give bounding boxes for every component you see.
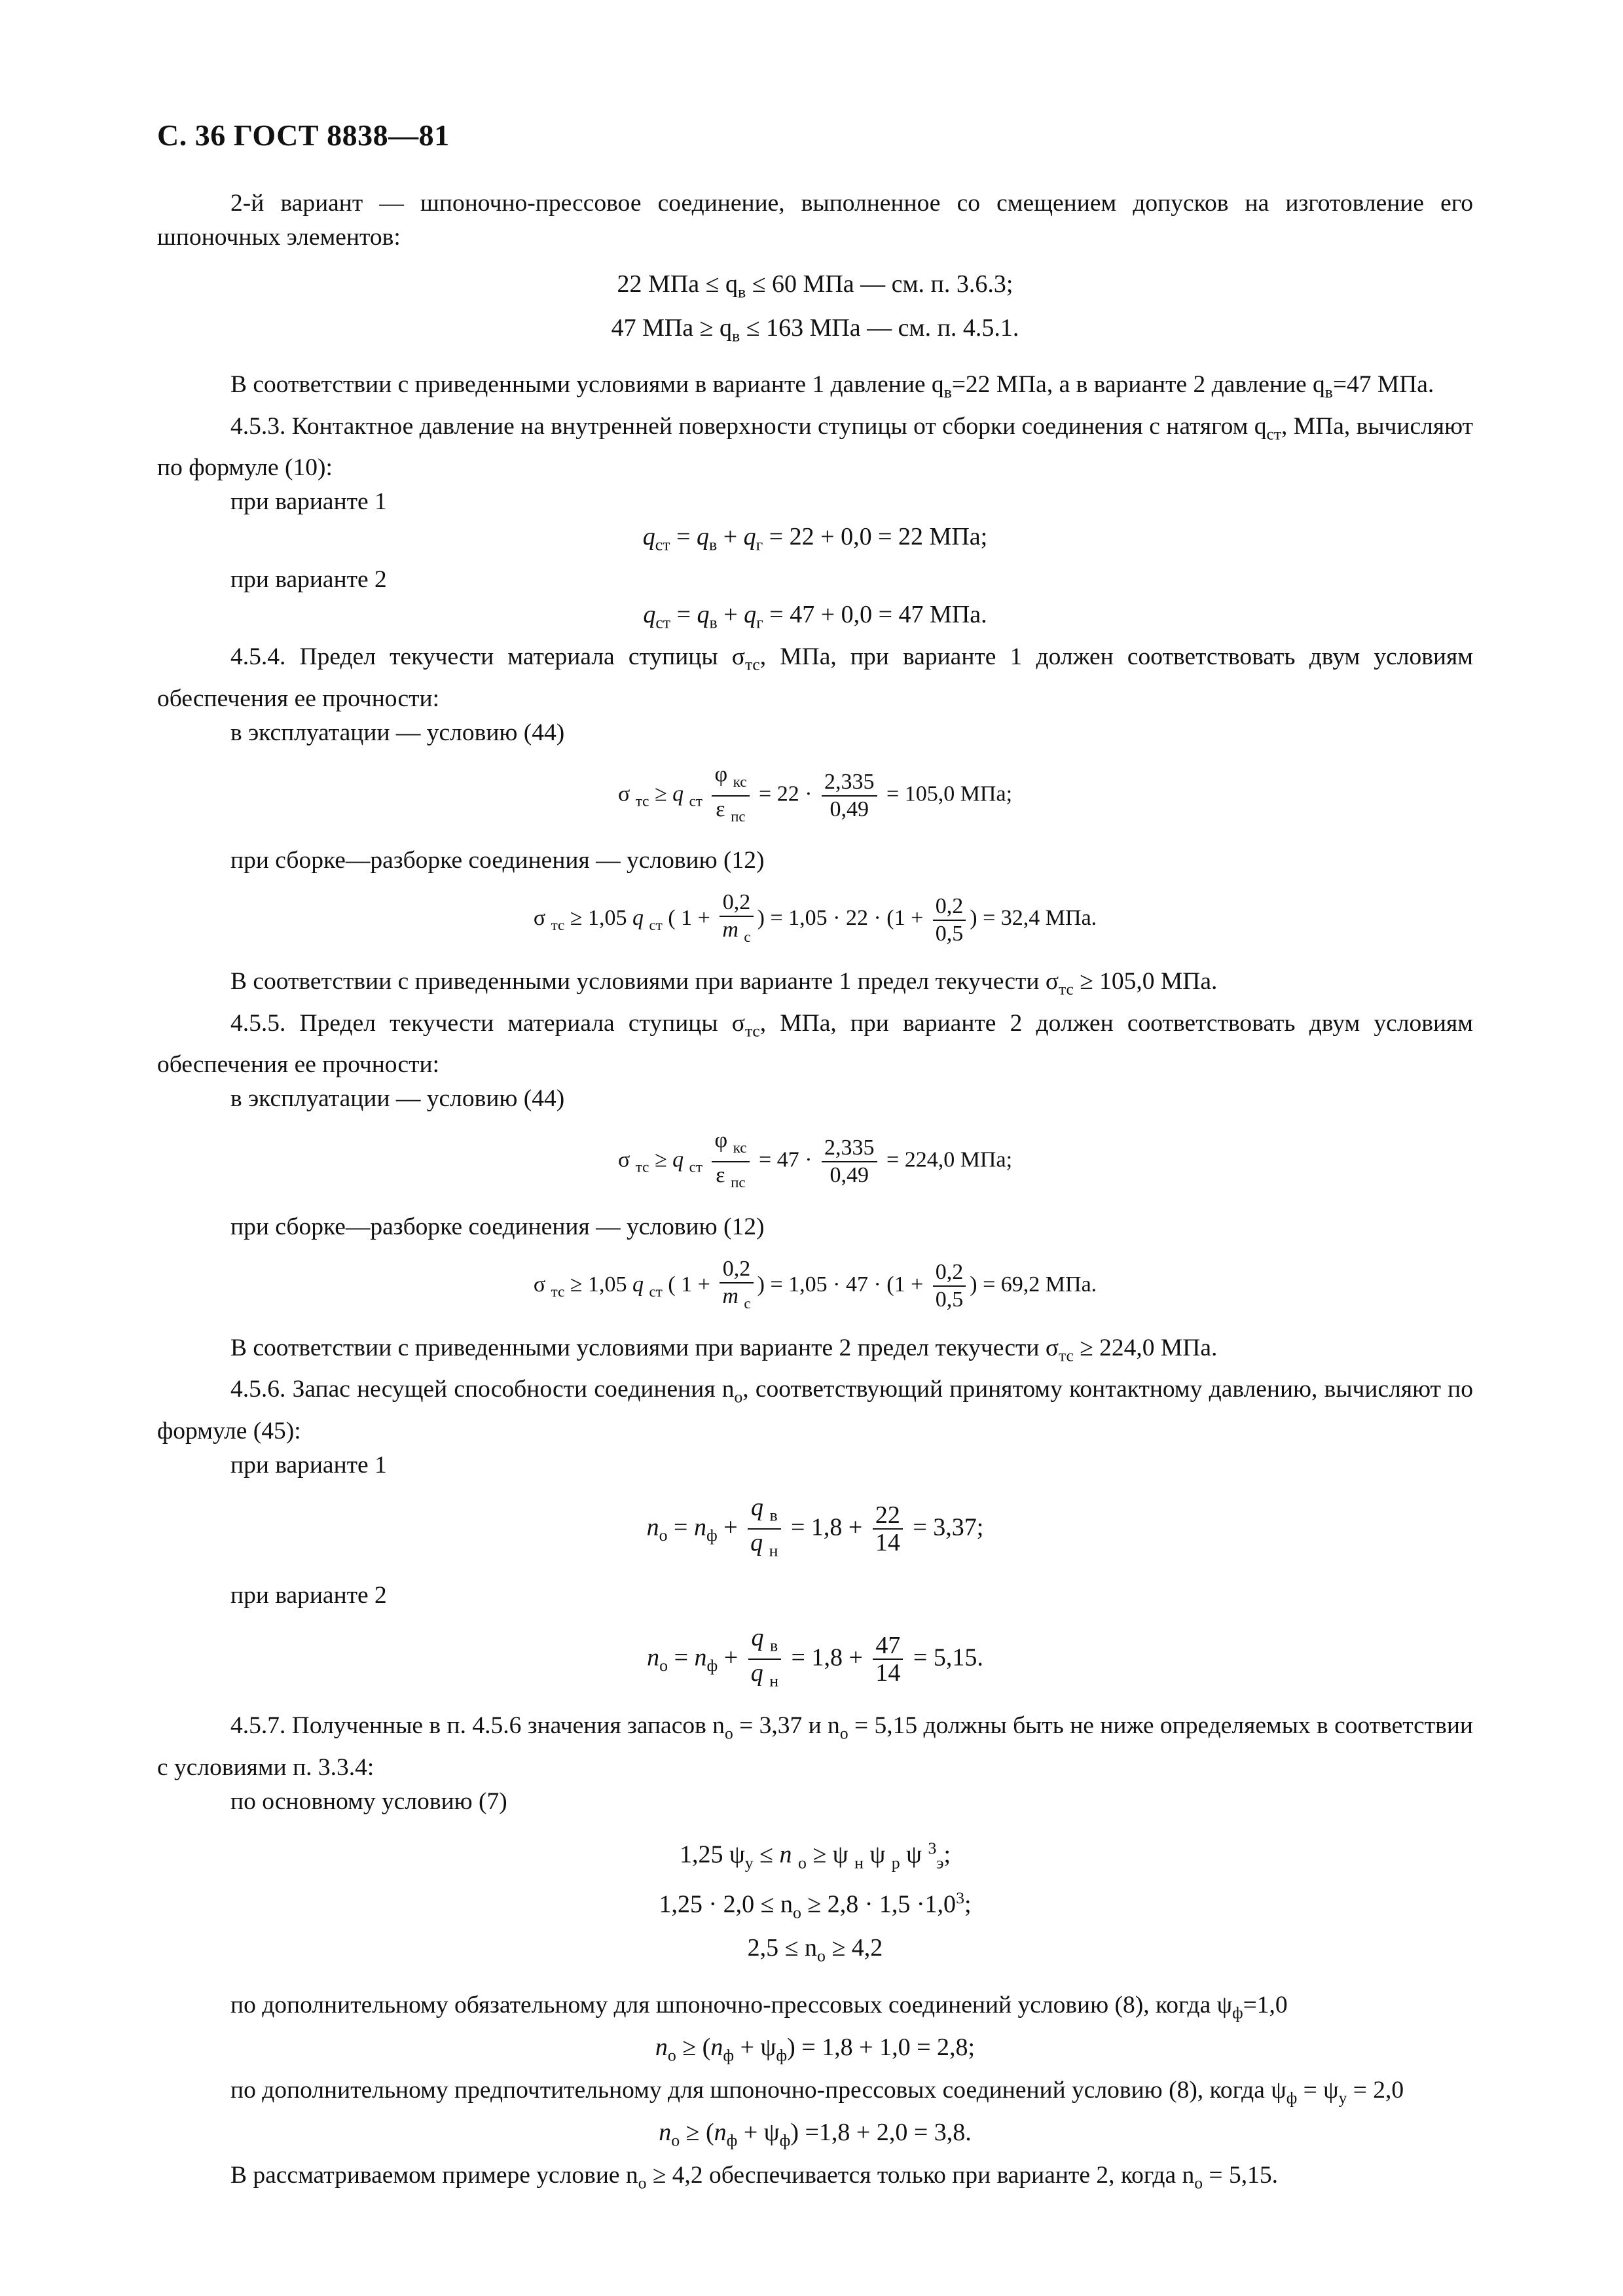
equation-n-variant-2-wrap <box>157 1624 1473 1695</box>
label-exploitation-1: в эксплуатации — условию (44) <box>230 719 565 746</box>
paragraph-additional-preferred: по дополнительному предпочтительному для шпоночно-прессовых соединений условию (8), когда $\psi_ф = \psi_у = 2,0$ <box>157 2073 1473 2115</box>
equation-additional-preferred: $n_о \ge (n_ф + \psi_ф) =1,8 + 2,0 = 3,8$. <box>659 2119 972 2150</box>
paragraph-4-5-6: 4.5.6. Запас несущей способности соединения $n_о$, соответствующий принятому контактному давлению, вычисляют по формуле (45): <box>157 1376 1473 1444</box>
page-header: С. 36 ГОСТ 8838—81 <box>157 118 450 152</box>
equation-sigma-assembly-1-wrap <box>157 889 1473 950</box>
equation-n-variant-2: $n_о = n_ф$ + $\frac{q _в}{q _н}$ = 1,8 + $\frac{47}{14}$ = 5,15. <box>647 1623 983 1691</box>
equation-sigma-exploitation-2: σ $_{тс}$ ≥ q $_{ст}$ $\frac{\varphi _{кс}}{\varepsilon _{пс}}$ = 47 · $\frac{2,335}{0,49}$ = 224,0 МПа; <box>617 1128 1013 1191</box>
equation-sigma-exploitation-1: σ $_{тс}$ ≥ q $_{ст}$ $\frac{\varphi _{кс}}{\varepsilon _{пс}}$ = 22 · $\frac{2,335}{0,49}$ = 105,0 МПа; <box>617 762 1013 825</box>
document-page <box>157 118 1473 2200</box>
label-variant-1: при варианте 1 <box>230 488 387 516</box>
paragraph-4-5-7: 4.5.7. Полученные в п. 4.5.6 значения запасов $n_о = 3,37$ и $n_о = 5,15$ должны быть не ниже определяемых в соответствии с условиями п. 3.3.4: <box>157 1712 1473 1781</box>
equation-sigma-exploitation-2-wrap <box>157 1128 1473 1196</box>
paragraph-4-5-4: 4.5.4. Предел текучести материала ступицы $\sigma_{тс}$, МПа, при варианте 1 должен соответствовать двум условиям обеспечения ее прочности: <box>157 643 1473 712</box>
main-condition-equations <box>157 1831 1473 1974</box>
equation-additional-mandatory: $n_о \ge (n_ф + \psi_ф) = 1,8 + 1,0 = 2,8$; <box>655 2034 976 2065</box>
paragraph-pressure-choice: В соответствии с приведенными условиями в варианте 1 давление $q_в=22$ МПа, а в варианте 2 давление $q_в=47$ МПа. <box>230 371 1434 402</box>
condition-1: 22 МПа ≤ $q_в \le 60$ МПа — см. п. 3.6.3; <box>617 270 1013 302</box>
label-main-condition: по основному условию (7) <box>230 1787 507 1815</box>
label-variant-2: при варианте 2 <box>230 565 387 593</box>
equation-sigma-exploitation-1-wrap <box>157 762 1473 830</box>
conditions-block <box>157 266 1473 353</box>
paragraph-conclusion: В рассматриваемом примере условие $n_о \ge 4,2$ обеспечивается только при варианте 2, когда $n_о = 5,15$. <box>230 2161 1278 2193</box>
label-assembly-1: при сборке—разборке соединения — условию (12) <box>230 847 765 874</box>
equation-sigma-assembly-2: σ $_{тс}$ ≥ 1,05 q $_{ст}$ ( 1 + $\frac{0,2}{m _с}$ ) = 1,05 · 47 · (1 + $\frac{0,2}{0,5}$ ) = 69,2 МПа. <box>533 1256 1097 1312</box>
paragraph-result-variant-2: В соответствии с приведенными условиями при варианте 2 предел текучести $\sigma_{тс} \ge 224,0$ МПа. <box>230 1334 1218 1365</box>
equation-sigma-assembly-1: σ $_{тс}$ ≥ 1,05 q $_{ст}$ ( 1 + $\frac{0,2}{m _с}$ ) = 1,05 · 22 · (1 + $\frac{0,2}{0,5}$ ) = 32,4 МПа. <box>533 890 1097 946</box>
equation-n-variant-1: $n_о = n_ф$ + $\frac{q _в}{q _н}$ = 1,8 + $\frac{22}{14}$ = 3,37; <box>646 1493 984 1560</box>
label-assembly-2: при сборке—разборке соединения — условию (12) <box>230 1213 765 1240</box>
equation-sigma-assembly-2-wrap <box>157 1256 1473 1317</box>
equation-qst-variant-2: $q_{ст} = q_в + q_г = 47 + 0,0 = 47$ МПа. <box>643 600 987 632</box>
label-exploitation-2: в эксплуатации — условию (44) <box>230 1085 565 1113</box>
additional-preferred-text: по дополнительному предпочтительному для шпоночно-прессовых соединений условию (8), когда ψ <box>230 2076 1286 2104</box>
equation-main-condition: 1,25 $\psi_у \le n$ $_о$ ≥ ψ $_н$ ψ $_р$ ψ $^3_э$; <box>679 1838 951 1872</box>
paragraph-variant-2: 2-й вариант — шпоночно-прессовое соединение, выполненное со смещением допусков на изготовление его шпоночных элементов: <box>157 190 1473 251</box>
equation-main-condition-result: $2,5 \le n_о \ge 4,2$ <box>747 1934 883 1965</box>
label-variant-2-safety: при варианте 2 <box>230 1581 387 1609</box>
label-variant-1-safety: при варианте 1 <box>230 1451 387 1479</box>
paragraph-4-5-3: 4.5.3. Контактное давление на внутренней поверхности ступицы от сборки соединения с натягом $q_{ст}$, МПа, вычисляют по формуле (10): <box>157 412 1474 482</box>
equation-main-condition-values: $1,25 \cdot 2,0 \le n_о \ge 2,8 \cdot 1,5 \cdot 1,0^3$; <box>659 1888 972 1922</box>
paragraph-4-5-5: 4.5.5. Предел текучести материала ступицы $\sigma_{тс}$, МПа, при варианте 2 должен соответствовать двум условиям обеспечения ее прочности: <box>157 1009 1473 1079</box>
paragraph-result-variant-1: В соответствии с приведенными условиями при варианте 1 предел текучести $\sigma_{тс} \ge 105,0$ МПа. <box>230 968 1218 999</box>
condition-2: 47 МПа ≥ $q_в \le 163$ МПа — см. п. 4.5.1. <box>611 314 1019 346</box>
equation-qst-variant-1: $q_{ст} = q_в + q_г = 22 + 0,0 = 22$ МПа; <box>642 523 988 554</box>
equation-n-variant-1-wrap <box>157 1494 1473 1564</box>
paragraph-additional-mandatory: по дополнительному обязательному для шпоночно-прессовых соединений условию (8), когда $\psi_ф=1,0$ <box>230 1991 1288 2022</box>
